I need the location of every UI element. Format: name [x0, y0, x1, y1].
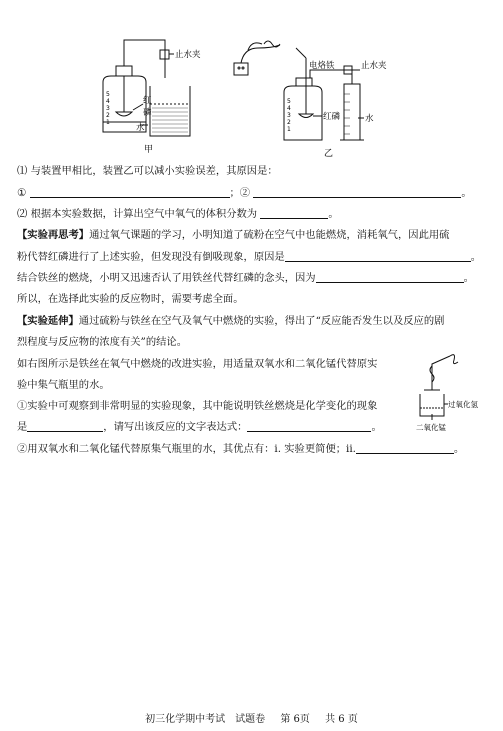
q1-answer-2-blank[interactable]	[253, 186, 461, 198]
q1-answers: ① ；② 。	[17, 187, 472, 199]
apparatus-b-cylinder-marks	[344, 94, 350, 134]
q2-answer-blank[interactable]	[260, 207, 328, 219]
scale-mark-b-3: 3	[287, 112, 291, 119]
scale-mark-a-4: 4	[106, 98, 110, 105]
scale-mark-b-5: 5	[287, 98, 291, 105]
rethink-iron-reason-blank[interactable]	[316, 271, 464, 283]
extend-line-1: 【实验延伸】通过硫粉与铁丝在空气及氧气中燃烧的实验，得出了“反应能否发生以及反应的剧	[17, 315, 445, 327]
scale-mark-b-1: 1	[287, 126, 291, 133]
extend-phenomenon-blank[interactable]	[27, 420, 103, 432]
label-stopcock-b: 止水夹	[361, 61, 387, 71]
extend-line-3: 如右图所示是铁丝在氧气中燃烧的改进实验，用适量双氧水和二氧化锰代替原实	[17, 358, 378, 370]
rethink-line-1: 【实验再思考】通过氧气课题的学习，小明知道了硫粉在空气中也能燃烧，消耗氧气，因此用硫	[17, 229, 450, 241]
scale-mark-a-1: 1	[106, 119, 110, 126]
extend-line-6: 是 ，请写出该反应的文字表达式： 。	[17, 421, 382, 433]
extend-line-5: ①实验中可观察到非常明显的实验现象，其中能说明铁丝燃烧是化学变化的现象	[17, 400, 378, 412]
iron-wire-figure	[410, 352, 498, 436]
scale-mark-b-2: 2	[287, 119, 291, 126]
apparatus-a-water-fill	[152, 108, 188, 132]
footer-page: 第 6页	[280, 714, 310, 725]
extend-line-2: 烈程度与反应物的浓度有关”的结论。	[17, 336, 188, 348]
extend-advantage-blank[interactable]	[356, 442, 454, 454]
label-stopcock-a: 止水夹	[175, 50, 201, 60]
label-water-b: 水	[365, 114, 374, 124]
label-heater: 电烙铁	[309, 61, 335, 71]
footer-total: 共 6 页	[325, 714, 358, 725]
rethink-tag: 【实验再思考】	[17, 229, 90, 241]
caption-b: 乙	[324, 149, 334, 159]
extend-tag: 【实验延伸】	[17, 315, 79, 327]
rethink-reason-blank[interactable]	[285, 250, 471, 262]
q1-answer-1-blank[interactable]	[30, 186, 230, 198]
label-manganese-dioxide: 二氧化锰	[416, 423, 446, 432]
scale-mark-b-4: 4	[287, 105, 291, 112]
label-water-a: 水	[136, 123, 145, 133]
rethink-line-3: 结合铁丝的燃烧，小明又迅速否认了用铁丝代替红磷的念头，因为 。	[17, 272, 474, 284]
label-red-phosphorus-a2: 磷	[143, 108, 152, 118]
extend-line-7: ②用双氧水和二氧化锰代替原集气瓶里的水，其优点有：i. 实验更简便；ii. 。	[17, 443, 465, 455]
page-footer	[0, 710, 503, 725]
rethink-line-4: 所以，在选择此实验的反应物时，需要考虑全面。	[17, 293, 244, 305]
extend-line-4: 验中集气瓶里的水。	[17, 379, 110, 391]
label-red-phosphorus-a1: 红	[143, 96, 152, 106]
scale-mark-a-2: 2	[106, 112, 110, 119]
extend-expression-blank[interactable]	[247, 420, 371, 432]
q1-text: ⑴ 与装置甲相比，装置乙可以减小实验误差，其原因是：	[17, 165, 278, 177]
label-red-phosphorus-b: 红磷	[323, 112, 341, 122]
apparatus-figures	[0, 0, 503, 160]
q2-text: ⑵ 根据本实验数据，计算出空气中氧气的体积分数为 。	[17, 208, 339, 220]
scale-mark-a-3: 3	[106, 105, 110, 112]
scale-mark-a-5: 5	[106, 91, 110, 98]
rethink-line-2: 粉代替红磷进行了上述实验，但发现没有倒吸现象，原因是 。	[17, 251, 482, 263]
label-hydrogen-peroxide: 过氧化氢	[448, 400, 478, 409]
apparatus-b	[234, 41, 364, 140]
footer-exam: 初三化学期中考试 试题卷	[145, 714, 266, 725]
caption-a: 甲	[144, 145, 154, 155]
